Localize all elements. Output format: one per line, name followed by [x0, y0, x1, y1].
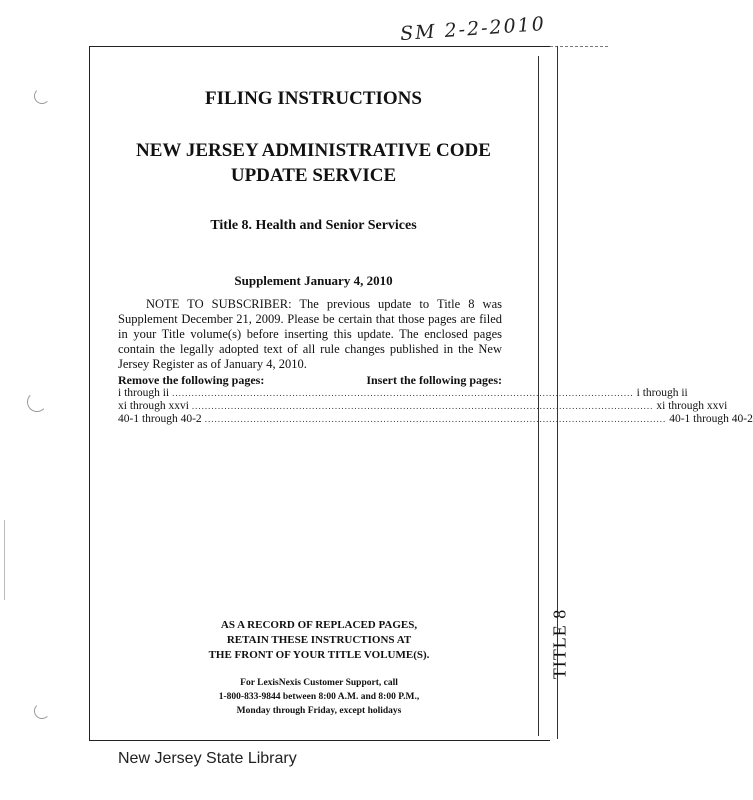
table-header — [118, 374, 502, 387]
title-line: Title 8. Health and Senior Services — [210, 218, 417, 233]
supplement-date: Supplement January 4, 2010 — [234, 273, 393, 288]
note-to-subscriber: NOTE TO SUBSCRIBER: The previous update to Title 8 was Supplement December 21, 2009. Please be certain that those pages are filed in your Title volume(s) before inserting this update. The enclosed pages contain the legally adopted text of all rule changes published in the New Jersey Register as of January 4, 2010. — [118, 297, 502, 371]
insert-header: Insert the following pages: — [366, 373, 502, 387]
punch-hole-middle — [27, 392, 47, 412]
customer-support: For LexisNexis Customer Support, call 1-800-833-9844 between 8:00 A.M. and 8:00 P.M., Monday through Friday, except holidays — [218, 678, 420, 716]
heading: FILING INSTRUCTIONS — [205, 88, 422, 109]
subheading: NEW JERSEY ADMINISTRATIVE CODE UPDATE SERVICE — [136, 140, 491, 186]
punch-hole-top — [34, 88, 50, 104]
library-footer: New Jersey State Library — [118, 750, 297, 767]
handwritten-note: SM 2-2-2010 — [399, 12, 547, 46]
remove-header: Remove the following pages: — [118, 373, 265, 387]
table-row: xi through xxvi .............................................................................................................................................. xi through xxvi — [118, 400, 728, 412]
replacement-table — [118, 373, 753, 426]
table-row: 40-1 through 40-2 .............................................................................................................................................. 40-1 through 40-2 — [118, 413, 753, 425]
record-notice: AS A RECORD OF REPLACED PAGES, RETAIN THESE INSTRUCTIONS AT THE FRONT OF YOUR TITLE VOLUME(S). — [208, 619, 430, 661]
title-tab-label: TITLE 8 — [549, 608, 569, 680]
punch-hole-bottom — [34, 703, 50, 719]
dashed-edge — [540, 46, 608, 47]
table-row: i through ii .............................................................................................................................................. i through ii — [118, 387, 688, 399]
margin-mark — [4, 520, 5, 600]
